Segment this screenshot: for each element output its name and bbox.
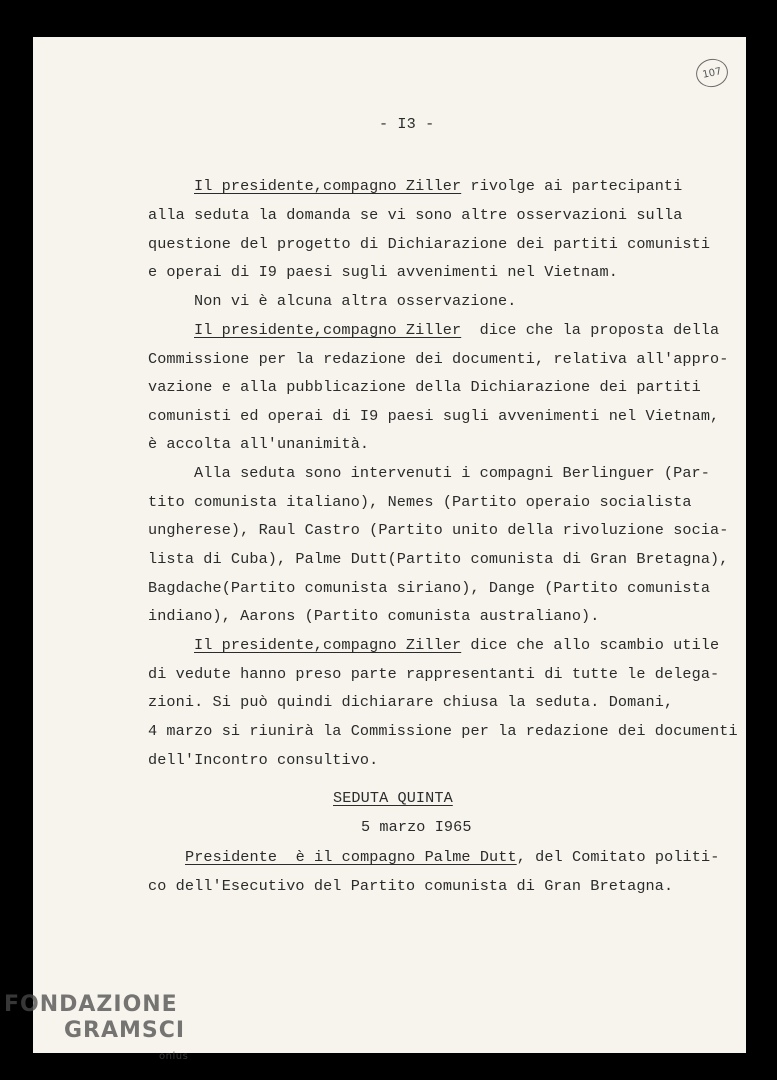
- watermark-line-3: onlus: [159, 1051, 189, 1062]
- page-number: - I3 -: [379, 115, 435, 133]
- line-text: zioni. Si può quindi dichiarare chiusa la seduta. Domani,: [148, 693, 674, 711]
- line-text: alla seduta la domanda se vi sono altre osservazioni sulla: [148, 206, 683, 224]
- line-text: Bagdache(Partito comunista siriano), Dange (Partito comunista: [148, 579, 711, 597]
- line-text: Non vi è alcuna altra osservazione.: [194, 292, 517, 310]
- text-line: [148, 665, 719, 683]
- text-line: [194, 464, 710, 482]
- text-line: [148, 521, 728, 539]
- fondazione-gramsci-watermark: [4, 992, 189, 1062]
- underlined-text: Il presidente,compagno Ziller: [194, 321, 462, 339]
- line-text: vazione e alla pubblicazione della Dichiarazione dei partiti: [148, 378, 701, 396]
- text-line: [148, 350, 728, 368]
- line-text: 5 marzo I965: [361, 818, 472, 836]
- text-line: [148, 435, 369, 453]
- text-line: [148, 550, 728, 568]
- underlined-text: Il presidente,compagno Ziller: [194, 636, 462, 654]
- text-line: [148, 206, 682, 224]
- text-line: [194, 321, 719, 339]
- text-line: [148, 378, 701, 396]
- text-line: [148, 235, 710, 253]
- text-line: [194, 636, 719, 654]
- text-line: [361, 818, 472, 836]
- line-text: co dell'Esecutivo del Partito comunista di Gran Bretagna.: [148, 877, 674, 895]
- line-text: questione del progetto di Dichiarazione dei partiti comunisti: [148, 235, 711, 253]
- line-text: è accolta all'unanimità.: [148, 435, 370, 453]
- line-text: comunisti ed operai di I9 paesi sugli avvenimenti nel Vietnam,: [148, 407, 720, 425]
- line-text: tito comunista italiano), Nemes (Partito operaio socialista: [148, 493, 692, 511]
- text-line: [148, 693, 673, 711]
- line-text: ungherese), Raul Castro (Partito unito della rivoluzione socia-: [148, 521, 729, 539]
- line-text: e operai di I9 paesi sugli avvenimenti nel Vietnam.: [148, 263, 618, 281]
- underlined-text: SEDUTA QUINTA: [333, 789, 453, 807]
- underlined-text: Presidente è il compagno Palme Dutt: [185, 848, 517, 866]
- text-line: [148, 877, 673, 895]
- line-text: , del Comitato politi-: [516, 848, 720, 866]
- underlined-text: Il presidente,compagno Ziller: [194, 177, 462, 195]
- line-text: indiano), Aarons (Partito comunista australiano).: [148, 607, 600, 625]
- text-line: [148, 263, 618, 281]
- line-text: dice che la proposta della: [461, 321, 720, 339]
- watermark-line-1: FONDAZIONE: [4, 992, 178, 1017]
- line-text: rivolge ai partecipanti: [461, 177, 683, 195]
- text-line: [185, 848, 719, 866]
- watermark-line-2: GRAMSCI: [64, 1018, 186, 1043]
- text-line: [148, 722, 738, 740]
- document-page: [33, 37, 746, 1053]
- line-text: Alla seduta sono intervenuti i compagni Berlinguer (Par-: [194, 464, 710, 482]
- text-line: [148, 579, 710, 597]
- line-text: di vedute hanno preso parte rappresentanti di tutte le delega-: [148, 665, 720, 683]
- text-line: [194, 177, 682, 195]
- line-text: dice che allo scambio utile: [461, 636, 720, 654]
- text-line: [194, 292, 517, 310]
- text-line: [148, 607, 600, 625]
- text-line: [148, 407, 719, 425]
- line-text: dell'Incontro consultivo.: [148, 751, 379, 769]
- line-text: 4 marzo si riunirà la Commissione per la redazione dei documenti: [148, 722, 738, 740]
- line-text: Commissione per la redazione dei documenti, relativa all'appro-: [148, 350, 729, 368]
- text-line: [148, 493, 692, 511]
- text-line: [148, 751, 378, 769]
- archive-page-stamp: 107: [693, 56, 730, 90]
- line-text: lista di Cuba), Palme Dutt(Partito comunista di Gran Bretagna),: [148, 550, 729, 568]
- text-line: [333, 789, 453, 807]
